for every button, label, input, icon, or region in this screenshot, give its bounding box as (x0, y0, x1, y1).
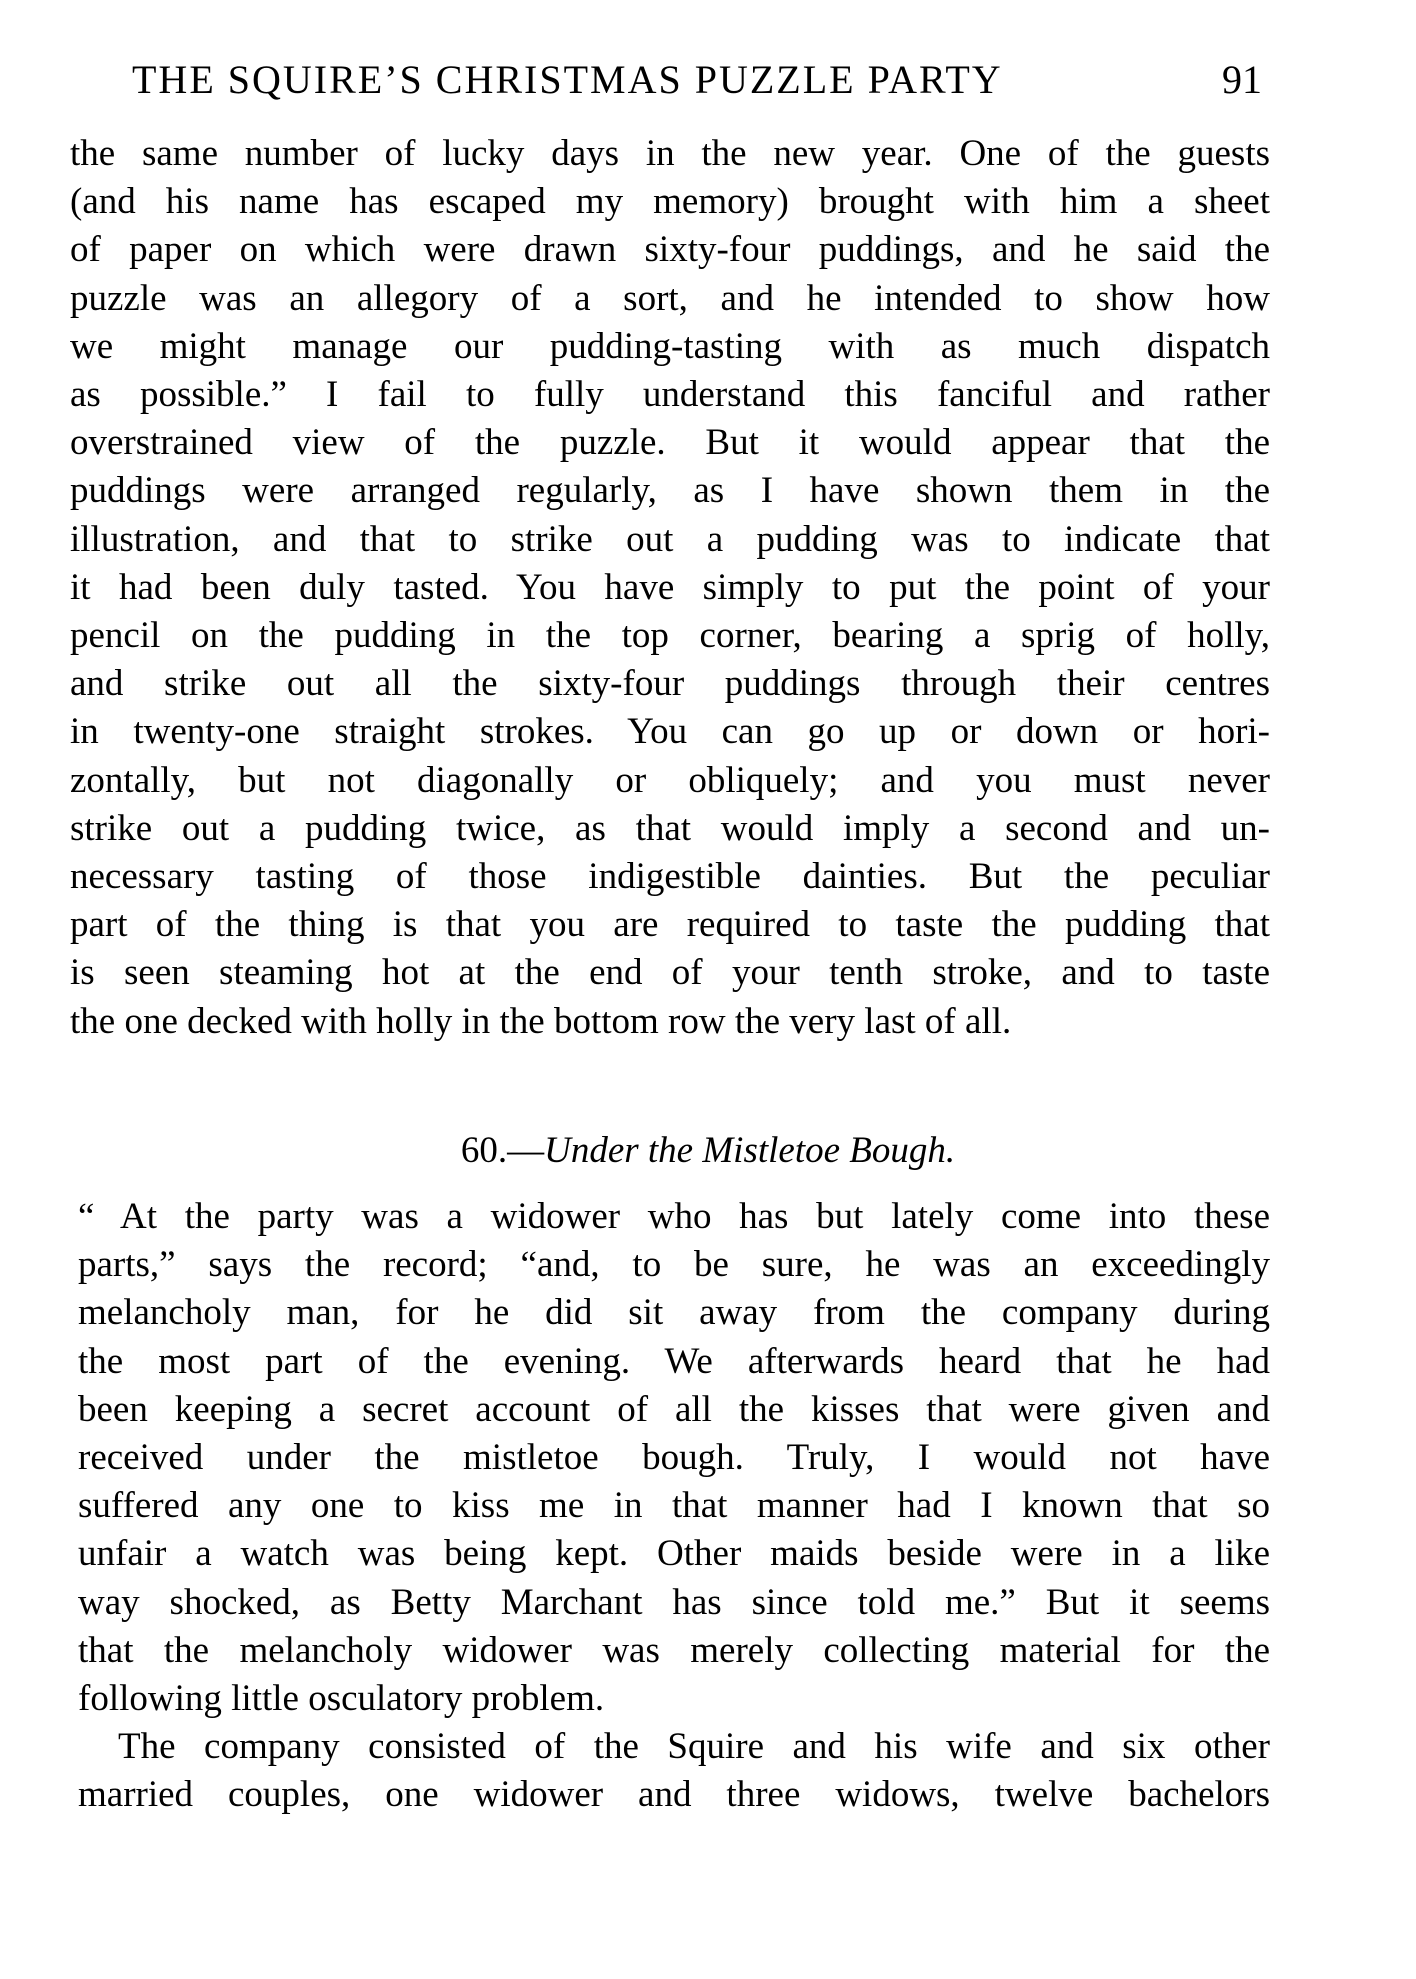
text-line: pencil on the pudding in the top corner, bearing a sprig of holly, (70, 615, 1270, 657)
text-line: suffered any one to kiss me in that manner had I known that so (78, 1485, 1270, 1527)
text-line: parts,” says the record; “and, to be sure, he was an exceedingly (78, 1244, 1270, 1286)
text-line: of paper on which were drawn sixty-four puddings, and he said the (70, 229, 1270, 271)
running-head (132, 50, 1262, 110)
text-line: in twenty-one straight strokes. You can go up or down or hori- (70, 711, 1270, 753)
text-line: it had been duly tasted. You have simply to put the point of your (70, 566, 1270, 608)
text-line: received under the mistletoe bough. Truly, I would not have (78, 1437, 1270, 1479)
text-line: puzzle was an allegory of a sort, and he intended to show how (70, 277, 1270, 319)
text-line: zontally, but not diagonally or obliquely; and you must never (70, 759, 1270, 801)
text-line: the most part of the evening. We afterwards heard that he had (78, 1340, 1270, 1382)
text-line: unfair a watch was being kept. Other maids beside were in a like (78, 1533, 1270, 1575)
text-line: the same number of lucky days in the new year. One of the guests (70, 133, 1270, 174)
text-line: (and his name has escaped my memory) brought with him a sheet (70, 181, 1270, 223)
section-heading (0, 1126, 1416, 1176)
text-line: married couples, one widower and three widows, twelve bachelors (78, 1774, 1270, 1816)
text-line: “ At the party was a widower who has but lately come into these (78, 1196, 1270, 1237)
text-line: following little osculatory problem. (78, 1678, 605, 1720)
paragraph-pudding-puzzle (70, 130, 1270, 1046)
text-line: that the melancholy widower was merely collecting material for the (78, 1629, 1270, 1671)
text-line: overstrained view of the puzzle. But it would appear that the (70, 422, 1270, 464)
text-line: we might manage our pudding-tasting with as much dispatch (70, 325, 1270, 367)
running-title: THE SQUIRE’S CHRISTMAS PUZZLE PARTY (132, 57, 1003, 102)
text-line: melancholy man, for he did sit away from the company during (78, 1292, 1270, 1334)
text-line: puddings were arranged regularly, as I have shown them in the (70, 470, 1270, 512)
paragraph-company (78, 1723, 1270, 1819)
text-line: strike out a pudding twice, as that would imply a second and un- (70, 807, 1270, 849)
text-line: part of the thing is that you are required to taste the pudding that (70, 904, 1270, 946)
text-line: the one decked with holly in the bottom row the very last of all. (70, 1000, 1012, 1042)
text-line: and strike out all the sixty-four puddings through their centres (70, 663, 1270, 705)
section-number: 60.— (460, 1130, 545, 1171)
text-line: way shocked, as Betty Marchant has since told me.” But it seems (78, 1581, 1270, 1623)
page-number: 91 (1222, 57, 1262, 102)
text-line: necessary tasting of those indigestible dainties. But the peculiar (70, 856, 1270, 898)
text-line: is seen steaming hot at the end of your tenth stroke, and to taste (70, 952, 1270, 994)
text-line: illustration, and that to strike out a pudding was to indicate that (70, 518, 1270, 560)
text-line: The company consisted of the Squire and his wife and six other (118, 1726, 1270, 1767)
text-line: been keeping a secret account of all the kisses that were given and (78, 1388, 1270, 1430)
paragraph-mistletoe-record (78, 1193, 1270, 1723)
section-title: Under the Mistletoe Bough. (544, 1130, 956, 1171)
text-line: as possible.” I fail to fully understand this fanciful and rather (70, 374, 1270, 416)
